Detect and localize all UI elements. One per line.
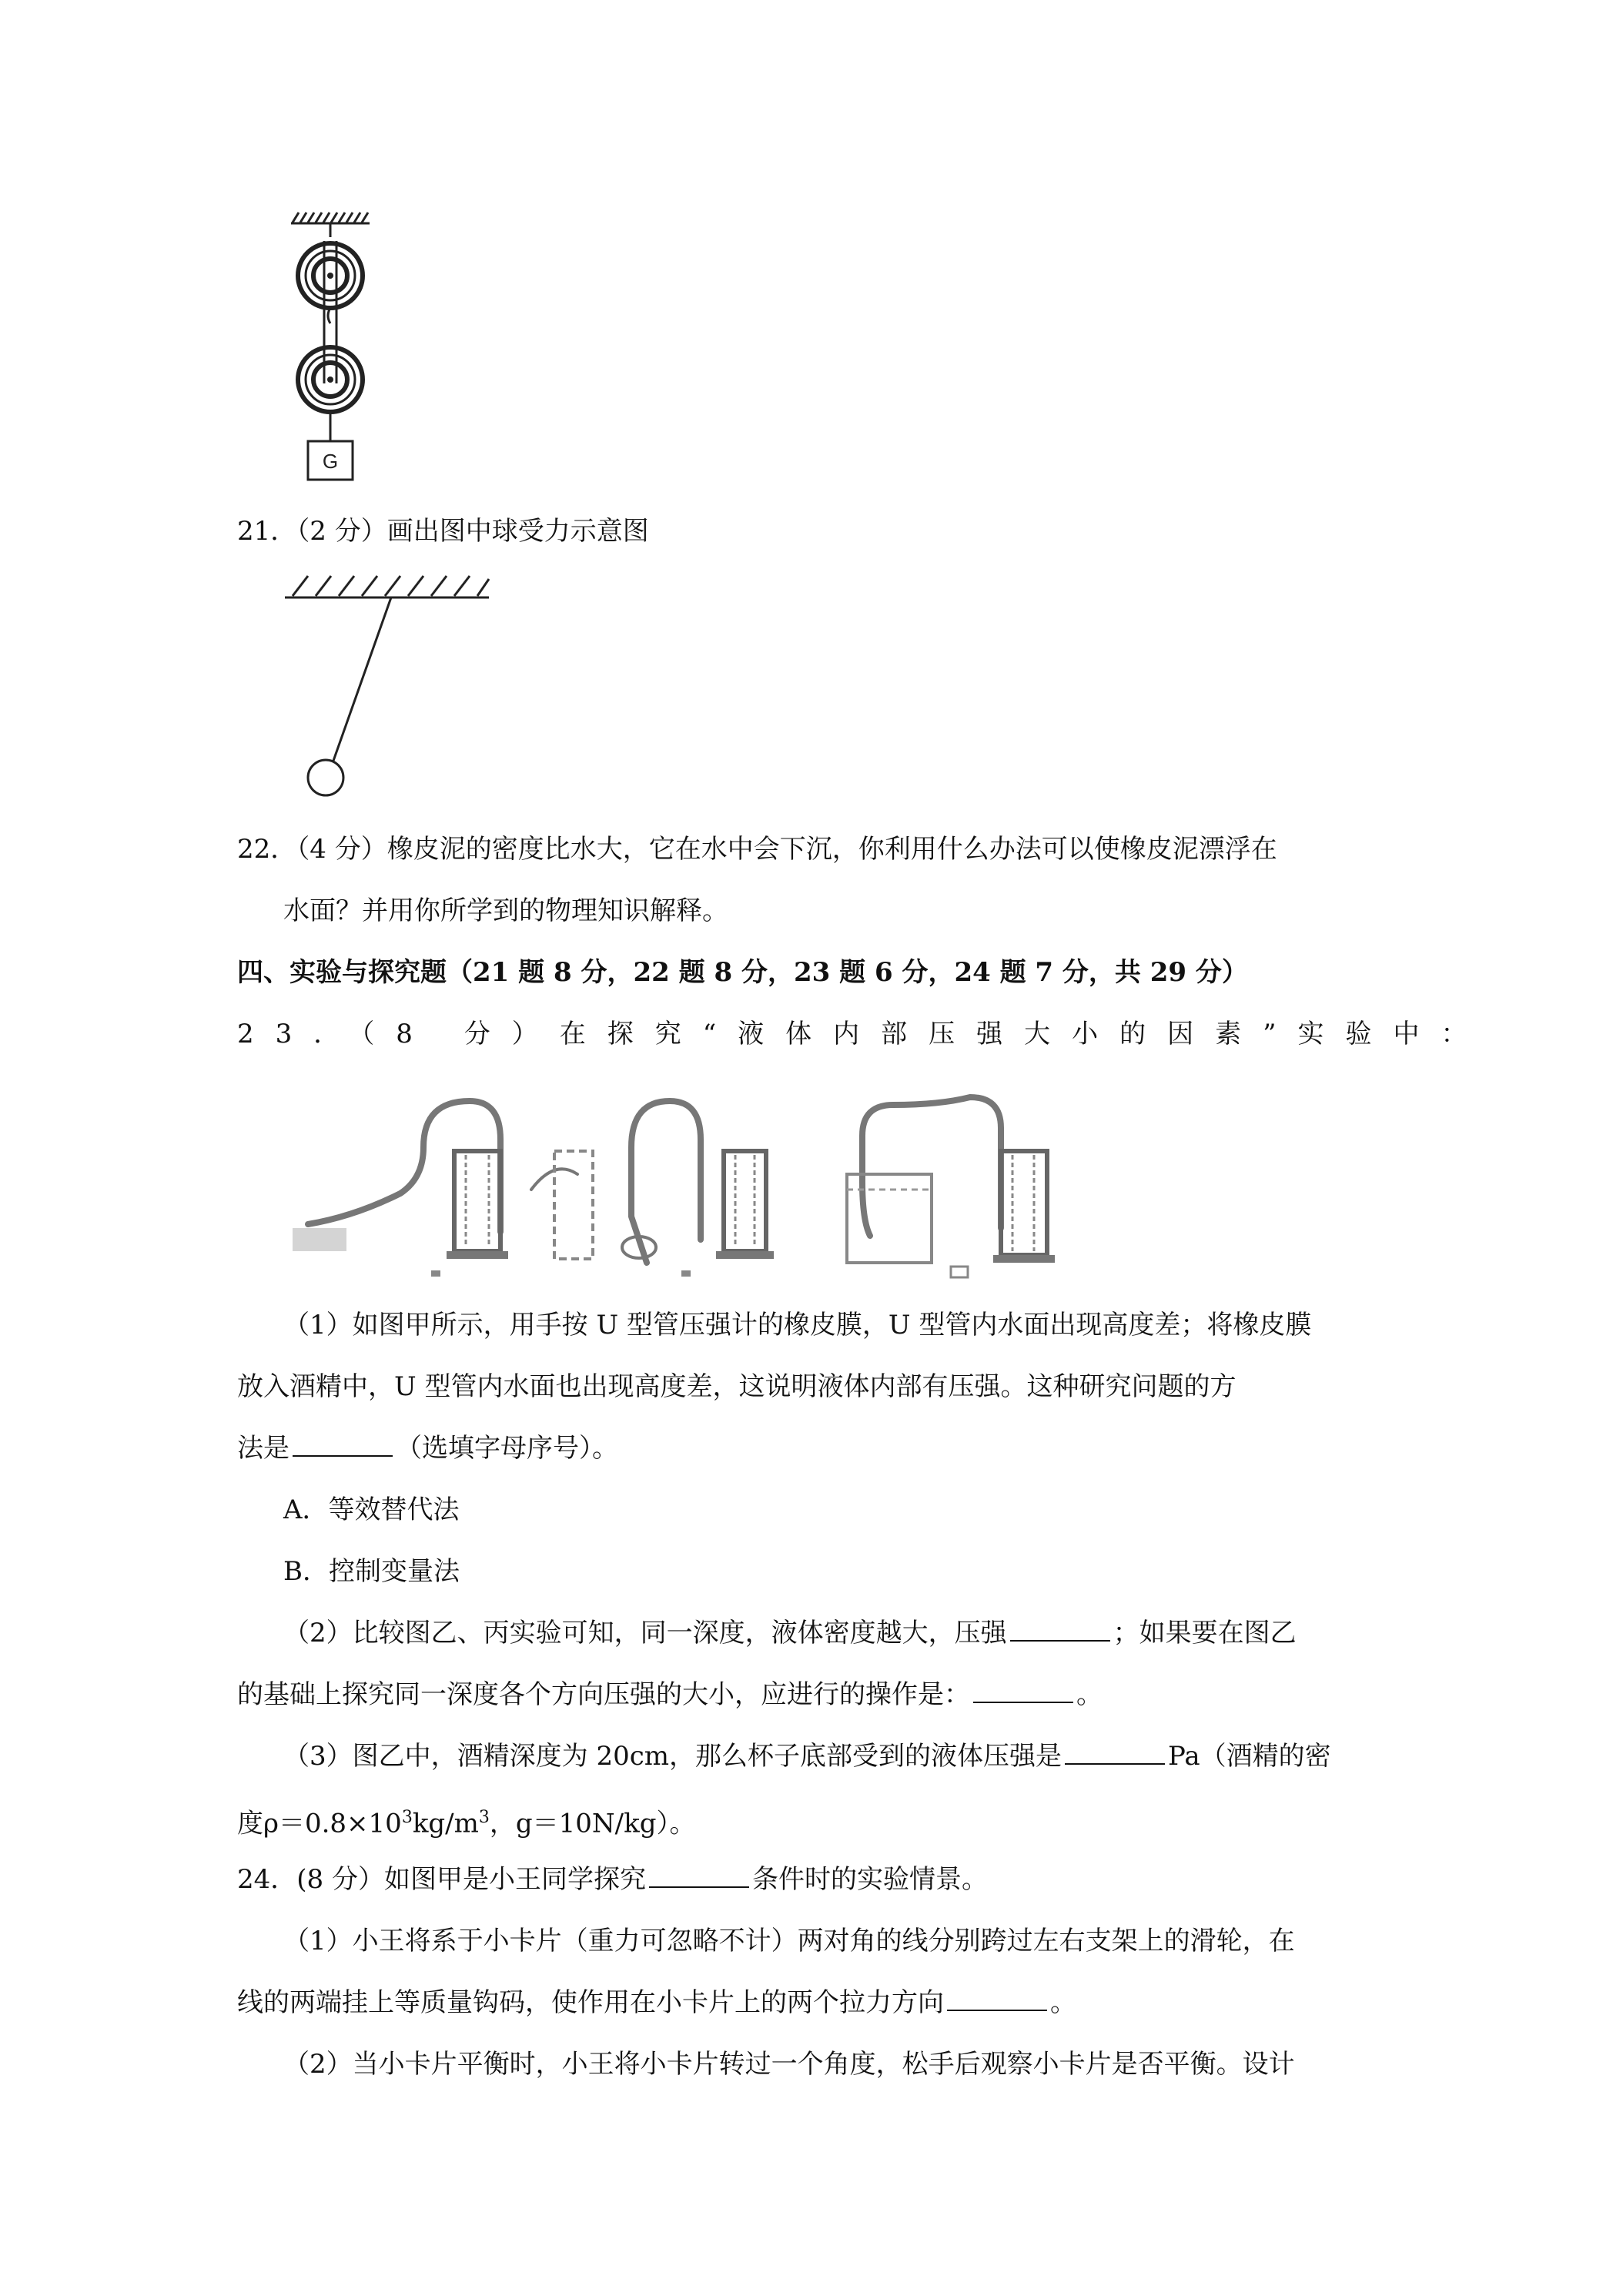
string [333,597,391,761]
q23-part2-line2: 的基础上探究同一深度各个方向压强的大小，应进行的操作是： 。 [237,1679,1103,1710]
q23-part1-line2: 放入酒精中，U 型管内水面也出现高度差，这说明液体内部有压强。这种研究问题的方 [237,1371,1236,1402]
ball [308,760,343,795]
option-a: A．等效替代法 [283,1494,460,1525]
gauge-bing [847,1151,1055,1263]
question-23-intro [237,1016,1489,1052]
answer-blank-1[interactable] [293,1432,393,1457]
q21-text: （2 分）画出图中球受力示意图 [296,516,649,547]
q23-part3-line1: （3）图乙中，酒精深度为 20cm，那么杯子底部受到的液体压强是 Pa（酒精的密 [283,1741,1331,1772]
q24-part1-line1: （1）小王将系于小卡片（重力可忽略不计）两对角的线分别跨过左右支架上的滑轮，在 [283,1926,1295,1956]
gauge-yi [554,1151,774,1259]
q24-part2-line1: （2）当小卡片平衡时，小王将小卡片转过一个角度，松手后观察小卡片是否平衡。设计 [283,2049,1295,2080]
q23-part3-line2: 度$\rho=0.8\times 10^3kg/m^3$，g＝10N/kg）。 [237,1808,696,1839]
q24-part1-line2: 线的两端挂上等质量钩码，使作用在小卡片上的两个拉力方向 。 [237,1987,1076,2018]
q21-number: 21． [237,516,297,547]
answer-blank-6[interactable] [947,1986,1047,2011]
ceiling-hatch [291,213,370,223]
answer-blank-3[interactable] [973,1678,1073,1703]
answer-blank-2[interactable] [1010,1617,1110,1642]
q23-part2-line1: （2）比较图乙、丙实验可知，同一深度，液体密度越大，压强 ；如果要在图乙 [283,1618,1297,1648]
question-21 [237,514,1392,549]
u-tube-figure [293,1082,1232,1282]
option-b: B．控制变量法 [283,1556,460,1587]
question-22-line2: 水面？并用你所学到的物理知识解释。 [283,895,728,926]
pulley-figure [285,206,377,491]
answer-blank-4[interactable] [1065,1740,1165,1765]
section-4-title: 四、实验与探究题（21 题 8 分，22 题 8 分，23 题 6 分，24 题 7 分，共 29 分） [237,957,1248,988]
answer-blank-5[interactable] [649,1863,749,1888]
movable-pulley [298,347,363,412]
gauge-jia [293,1151,508,1259]
q23-part1-line1: （1）如图甲所示，用手按 U 型管压强计的橡皮膜，U 型管内水面出现高度差；将橡皮膜 [283,1310,1312,1340]
pendulum-figure [285,568,500,807]
q23-intro-text: 23．（8 分）在探究“液体内部压强大小的因素”实验中： [237,1019,1489,1049]
weight-label: G [322,450,339,473]
question-24-line1: 24．(8 分）如图甲是小王同学探究 条件时的实验情景。 [237,1864,988,1895]
q23-part1-line3: 法是 （选填字母序号）。 [237,1433,618,1464]
question-22-line1: 22．（4 分）橡皮泥的密度比水大，它在水中会下沉，你利用什么办法可以使橡皮泥漂浮在 [237,834,1277,865]
